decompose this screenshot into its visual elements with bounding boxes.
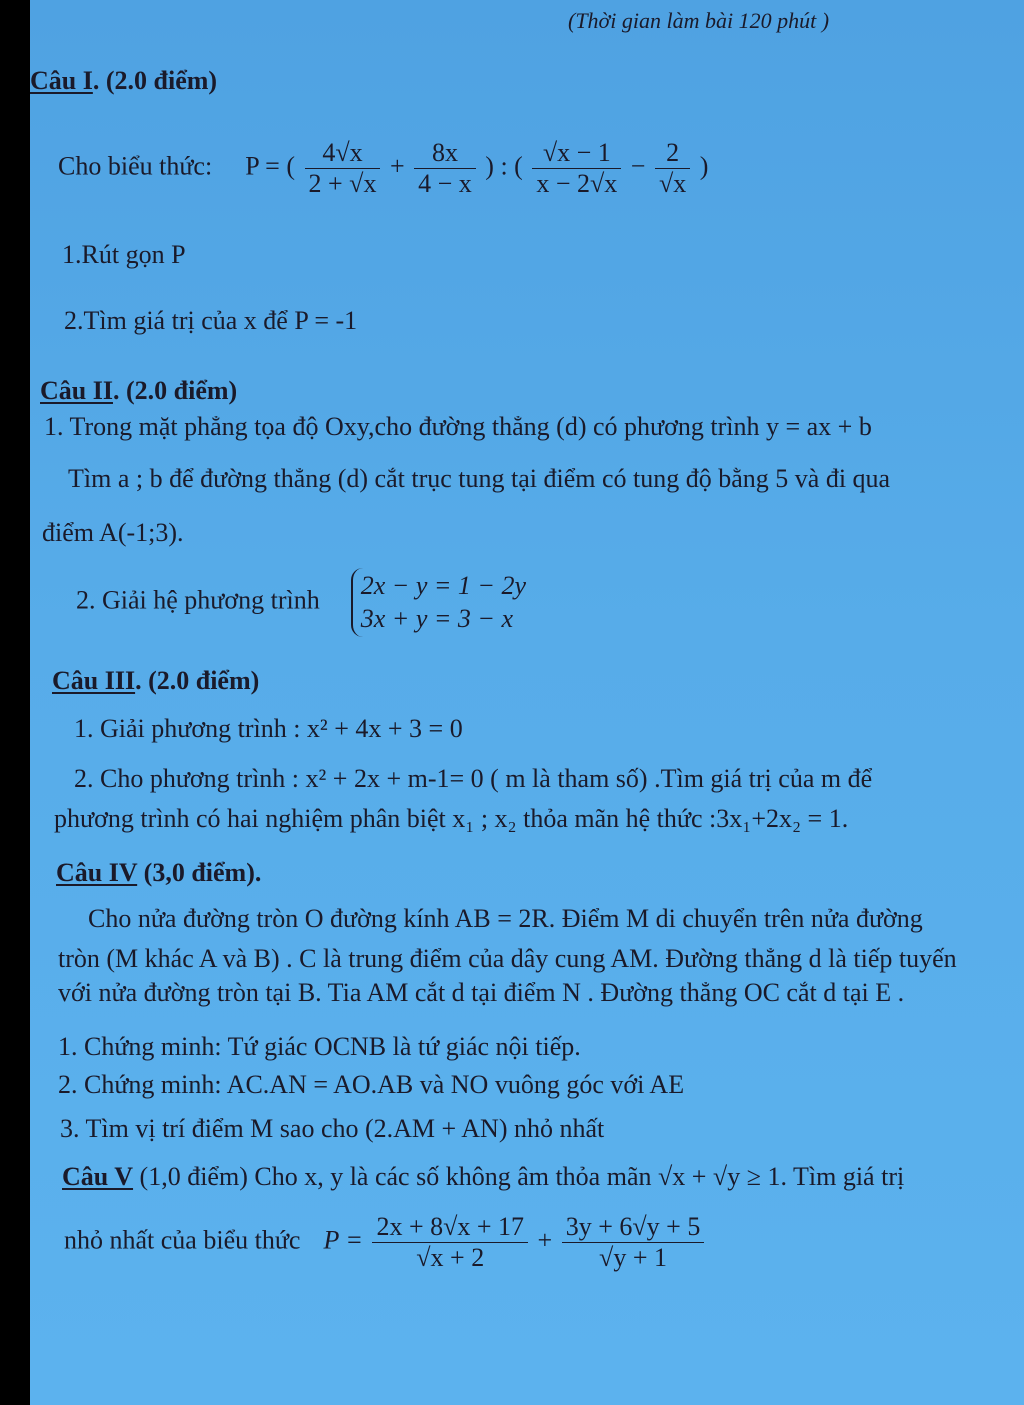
q2-points: . (2.0 điểm) [112, 376, 238, 405]
q1-part1: 1.Rút gọn P [62, 240, 186, 269]
q4-line3: với nửa đường tròn tại B. Tia AM cắt d tại điểm N . Đường thẳng OC cắt d tại E . [58, 978, 905, 1007]
q2-heading [40, 378, 237, 404]
q4-line2: tròn (M khác A và B) . C là trung điểm của dây cung AM. Đường thẳng d là tiếp tuyến [58, 944, 957, 973]
q4-label: Câu IV [56, 858, 138, 887]
time-note: (Thời gian làm bài 120 phút ) [568, 8, 830, 33]
q1-minus: − [630, 151, 646, 181]
q1-label: Câu I [30, 66, 93, 95]
q1-close-paren: ) [699, 151, 709, 181]
q1-points: . (2.0 điểm) [92, 66, 218, 95]
q4-heading [56, 860, 261, 886]
q5-fraction-2: $\frac{3y + 6√y + 5}{√y + 1}$ [562, 1212, 705, 1273]
q1-p-lhs: P = ( [245, 151, 296, 181]
q5-line2: nhỏ nhất của biểu thức [64, 1225, 301, 1255]
q5-expression [64, 1212, 707, 1273]
q4-points: (3,0 điểm). [137, 858, 262, 887]
q1-divide: ) : ( [485, 151, 523, 181]
q2-label: Câu II [40, 376, 113, 405]
exam-paper [30, 0, 1024, 1405]
q5-plus: + [537, 1225, 553, 1255]
q1-intro: Cho biểu thức: [58, 151, 213, 181]
q1-fraction-4: $\frac{2}{√x}$ [655, 138, 690, 199]
q4-item1: 1. Chứng minh: Tứ giác OCNB là tứ giác nội tiếp. [58, 1032, 581, 1061]
q2-part1-line2: Tìm a ; b để đường thẳng (d) cắt trục tung tại điểm có tung độ bằng 5 và đi qua [68, 464, 891, 493]
q1-plus: + [389, 151, 405, 181]
q3-heading [52, 668, 259, 694]
q3-label: Câu III [52, 666, 136, 695]
q1-part2: 2.Tìm giá trị của x để P = -1 [64, 306, 358, 335]
q1-fraction-1: $\frac{4√x}{2 + √x}$ [305, 138, 381, 199]
q4-item3: 3. Tìm vị trí điểm M sao cho (2.AM + AN) nhỏ nhất [60, 1114, 605, 1143]
q3-part2-line2: phương trình có hai nghiệm phân biệt x₁ ; x₂ thỏa mãn hệ thức :3x₁+2x₂ = 1. [54, 804, 849, 833]
q5-condition: √x + √y ≥ 1. Tìm giá trị [658, 1162, 905, 1191]
q3-part1: 1. Giải phương trình : x² + 4x + 3 = 0 [74, 714, 463, 743]
q5-points: (1,0 điểm) Cho x, y là các số không âm thỏa mãn [133, 1162, 652, 1191]
q1-heading [30, 68, 217, 94]
q3-points: . (2.0 điểm) [135, 666, 260, 695]
q5-p-lhs: P = [323, 1225, 363, 1255]
q5-line1 [62, 1164, 904, 1190]
q1-fraction-2: $\frac{8x}{4 - x}$ [414, 138, 476, 199]
q5-label: Câu V [62, 1162, 134, 1191]
q3-part2-line1: 2. Cho phương trình : x² + 2x + m-1= 0 ( m là tham số) .Tìm giá trị của m để [74, 764, 873, 793]
q2-part1-line3: điểm A(-1;3). [42, 518, 184, 547]
q1-fraction-3: $\frac{√x - 1}{x - 2√x}$ [532, 138, 621, 199]
q2-system-eq1: 2x − y = 1 − 2y [360, 571, 527, 600]
q2-part1-line1: 1. Trong mặt phẳng tọa độ Oxy,cho đường thẳng (d) có phương trình y = ax + b [44, 412, 872, 441]
q4-item2: 2. Chứng minh: AC.AN = AO.AB và NO vuông góc với AE [58, 1070, 685, 1099]
q2-part2-text: 2. Giải hệ phương trình [76, 585, 320, 615]
q2-equation-system [351, 568, 526, 637]
q1-expression [58, 138, 708, 199]
q4-line1: Cho nửa đường tròn O đường kính AB = 2R. Điểm M di chuyển trên nửa đường [88, 904, 923, 933]
q2-system-eq2: 3x + y = 3 − x [360, 603, 514, 633]
q5-fraction-1: $\frac{2x + 8√x + 17}{√x + 2}$ [372, 1212, 528, 1273]
q2-part2 [76, 568, 526, 637]
